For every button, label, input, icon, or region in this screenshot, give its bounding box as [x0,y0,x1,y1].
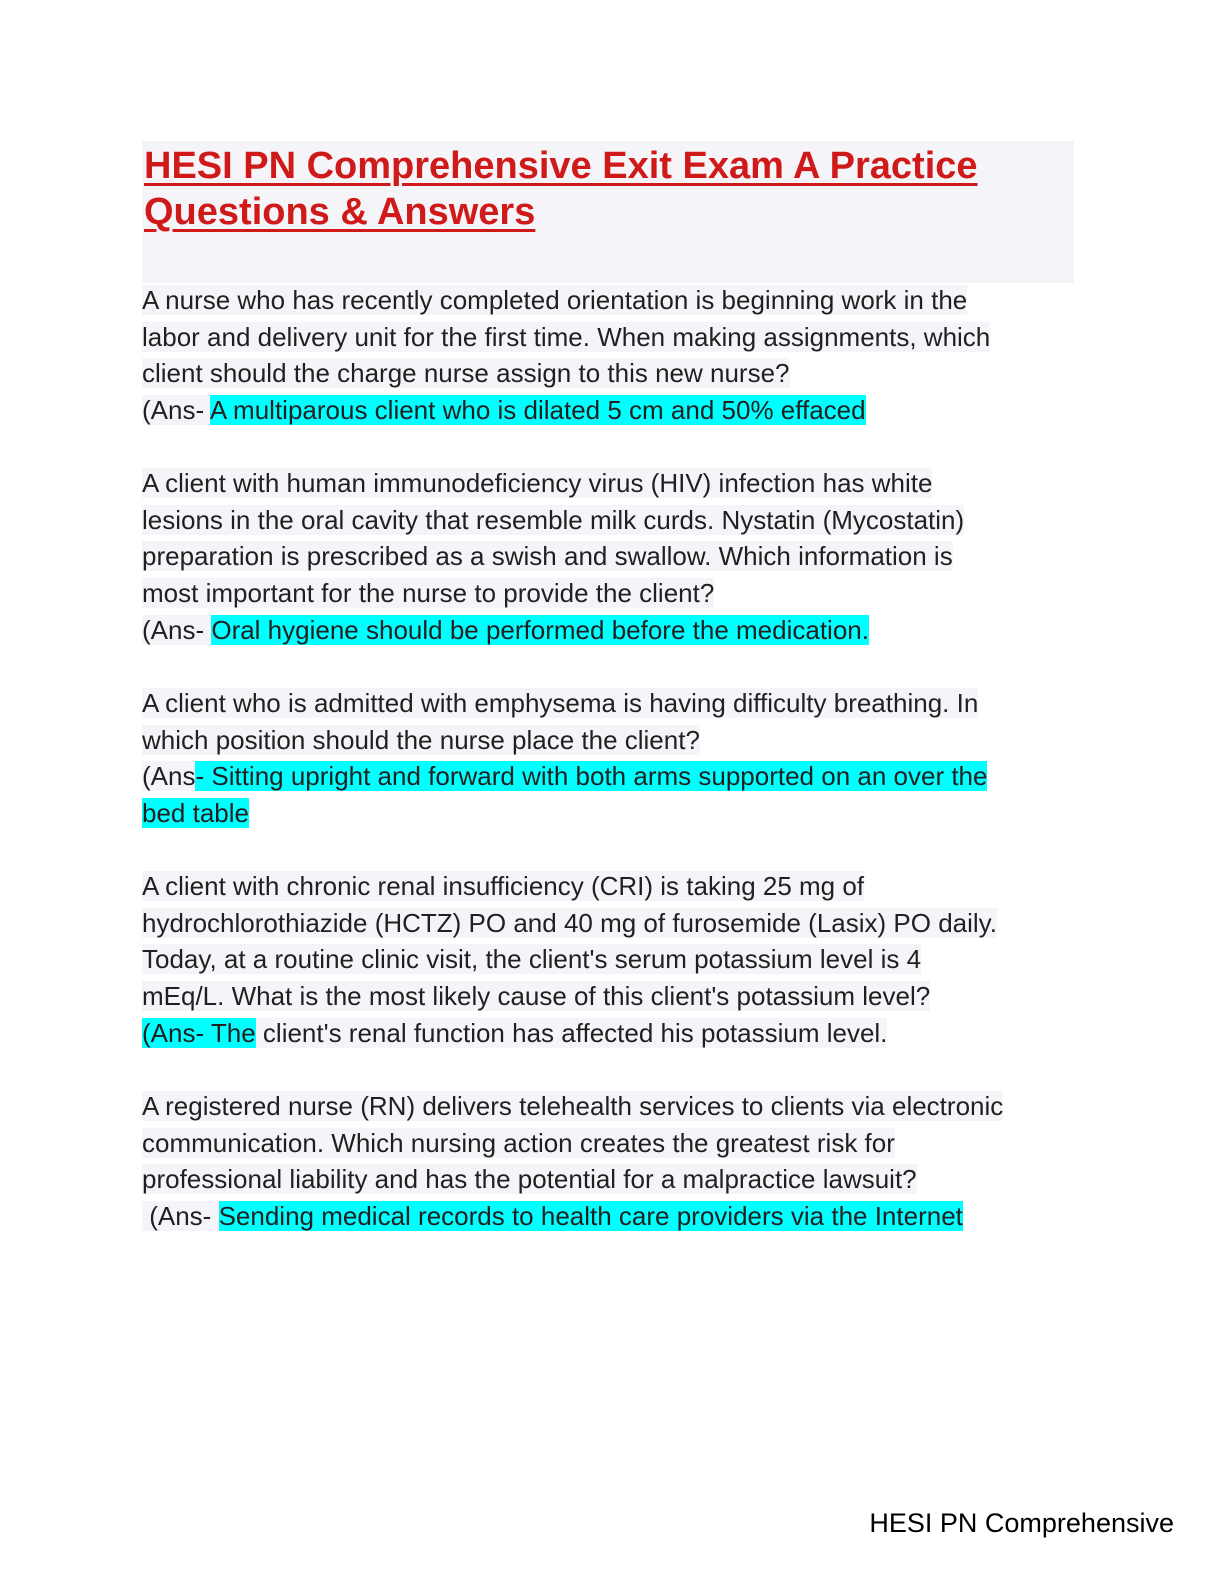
answer-line [142,795,987,832]
question-line: A client who is admitted with emphysema is having difficulty breathing. In [142,688,979,718]
answer-prefix: (Ans- [142,1201,219,1232]
question-3 [142,685,987,832]
question-line: mEq/L. What is the most likely cause of this client's potassium level? [142,981,931,1012]
answer-prefix: (Ans- [142,395,210,426]
answer-line [142,1015,997,1052]
page-footer: HESI PN Comprehensive [869,1508,1174,1538]
answer-line [142,392,990,429]
question-line: professional liability and has the potential for a malpractice lawsuit? [142,1164,917,1195]
answer-highlight: A multiparous client who is dilated 5 cm and 50% effaced [209,395,866,426]
question-line: labor and delivery unit for the first time. When making assignments, which [142,321,991,352]
answer-line [142,612,964,649]
answer-highlight: - Sitting upright and forward with both arms supported on an over the [195,761,988,792]
title-line-2: Questions & Answers [144,191,536,233]
question-line: A nurse who has recently completed orientation is beginning work in the [142,285,968,315]
document-title [144,143,1054,235]
title-line-1: HESI PN Comprehensive Exit Exam A Practice [144,145,978,187]
question-1 [142,282,990,429]
answer-highlight-continued: bed table [142,798,249,829]
question-line: A client with chronic renal insufficiency (CRI) is taking 25 mg of [142,871,865,901]
question-line: which position should the nurse place the client? [142,724,700,755]
question-line: client should the charge nurse assign to this new nurse? [142,358,790,389]
question-line: most important for the nurse to provide the client? [142,578,715,609]
question-line: A registered nurse (RN) delivers telehealth services to clients via electronic [142,1091,1004,1121]
question-line: lesions in the oral cavity that resemble milk curds. Nystatin (Mycostatin) [142,504,965,535]
question-2 [142,465,964,649]
question-line: hydrochlorothiazide (HCTZ) PO and 40 mg of furosemide (Lasix) PO daily. [142,907,997,938]
question-5 [142,1088,1003,1235]
answer-rest: client's renal function has affected his potassium level. [255,1017,888,1048]
title-block [142,141,1074,283]
answer-line [142,758,987,795]
answer-highlight: Sending medical records to health care providers via the Internet [218,1201,963,1232]
answer-prefix: (Ans [142,761,196,792]
answer-prefix: (Ans- [142,614,212,645]
question-line: preparation is prescribed as a swish and swallow. Which information is [142,541,953,572]
answer-line [142,1198,1003,1235]
answer-highlight: (Ans- The [142,1017,256,1048]
question-4 [142,868,997,1052]
question-line: A client with human immunodeficiency virus (HIV) infection has white [142,468,933,498]
answer-highlight: Oral hygiene should be performed before the medication. [211,614,869,645]
question-line: communication. Which nursing action creates the greatest risk for [142,1127,895,1158]
question-line: Today, at a routine clinic visit, the client's serum potassium level is 4 [142,944,922,975]
